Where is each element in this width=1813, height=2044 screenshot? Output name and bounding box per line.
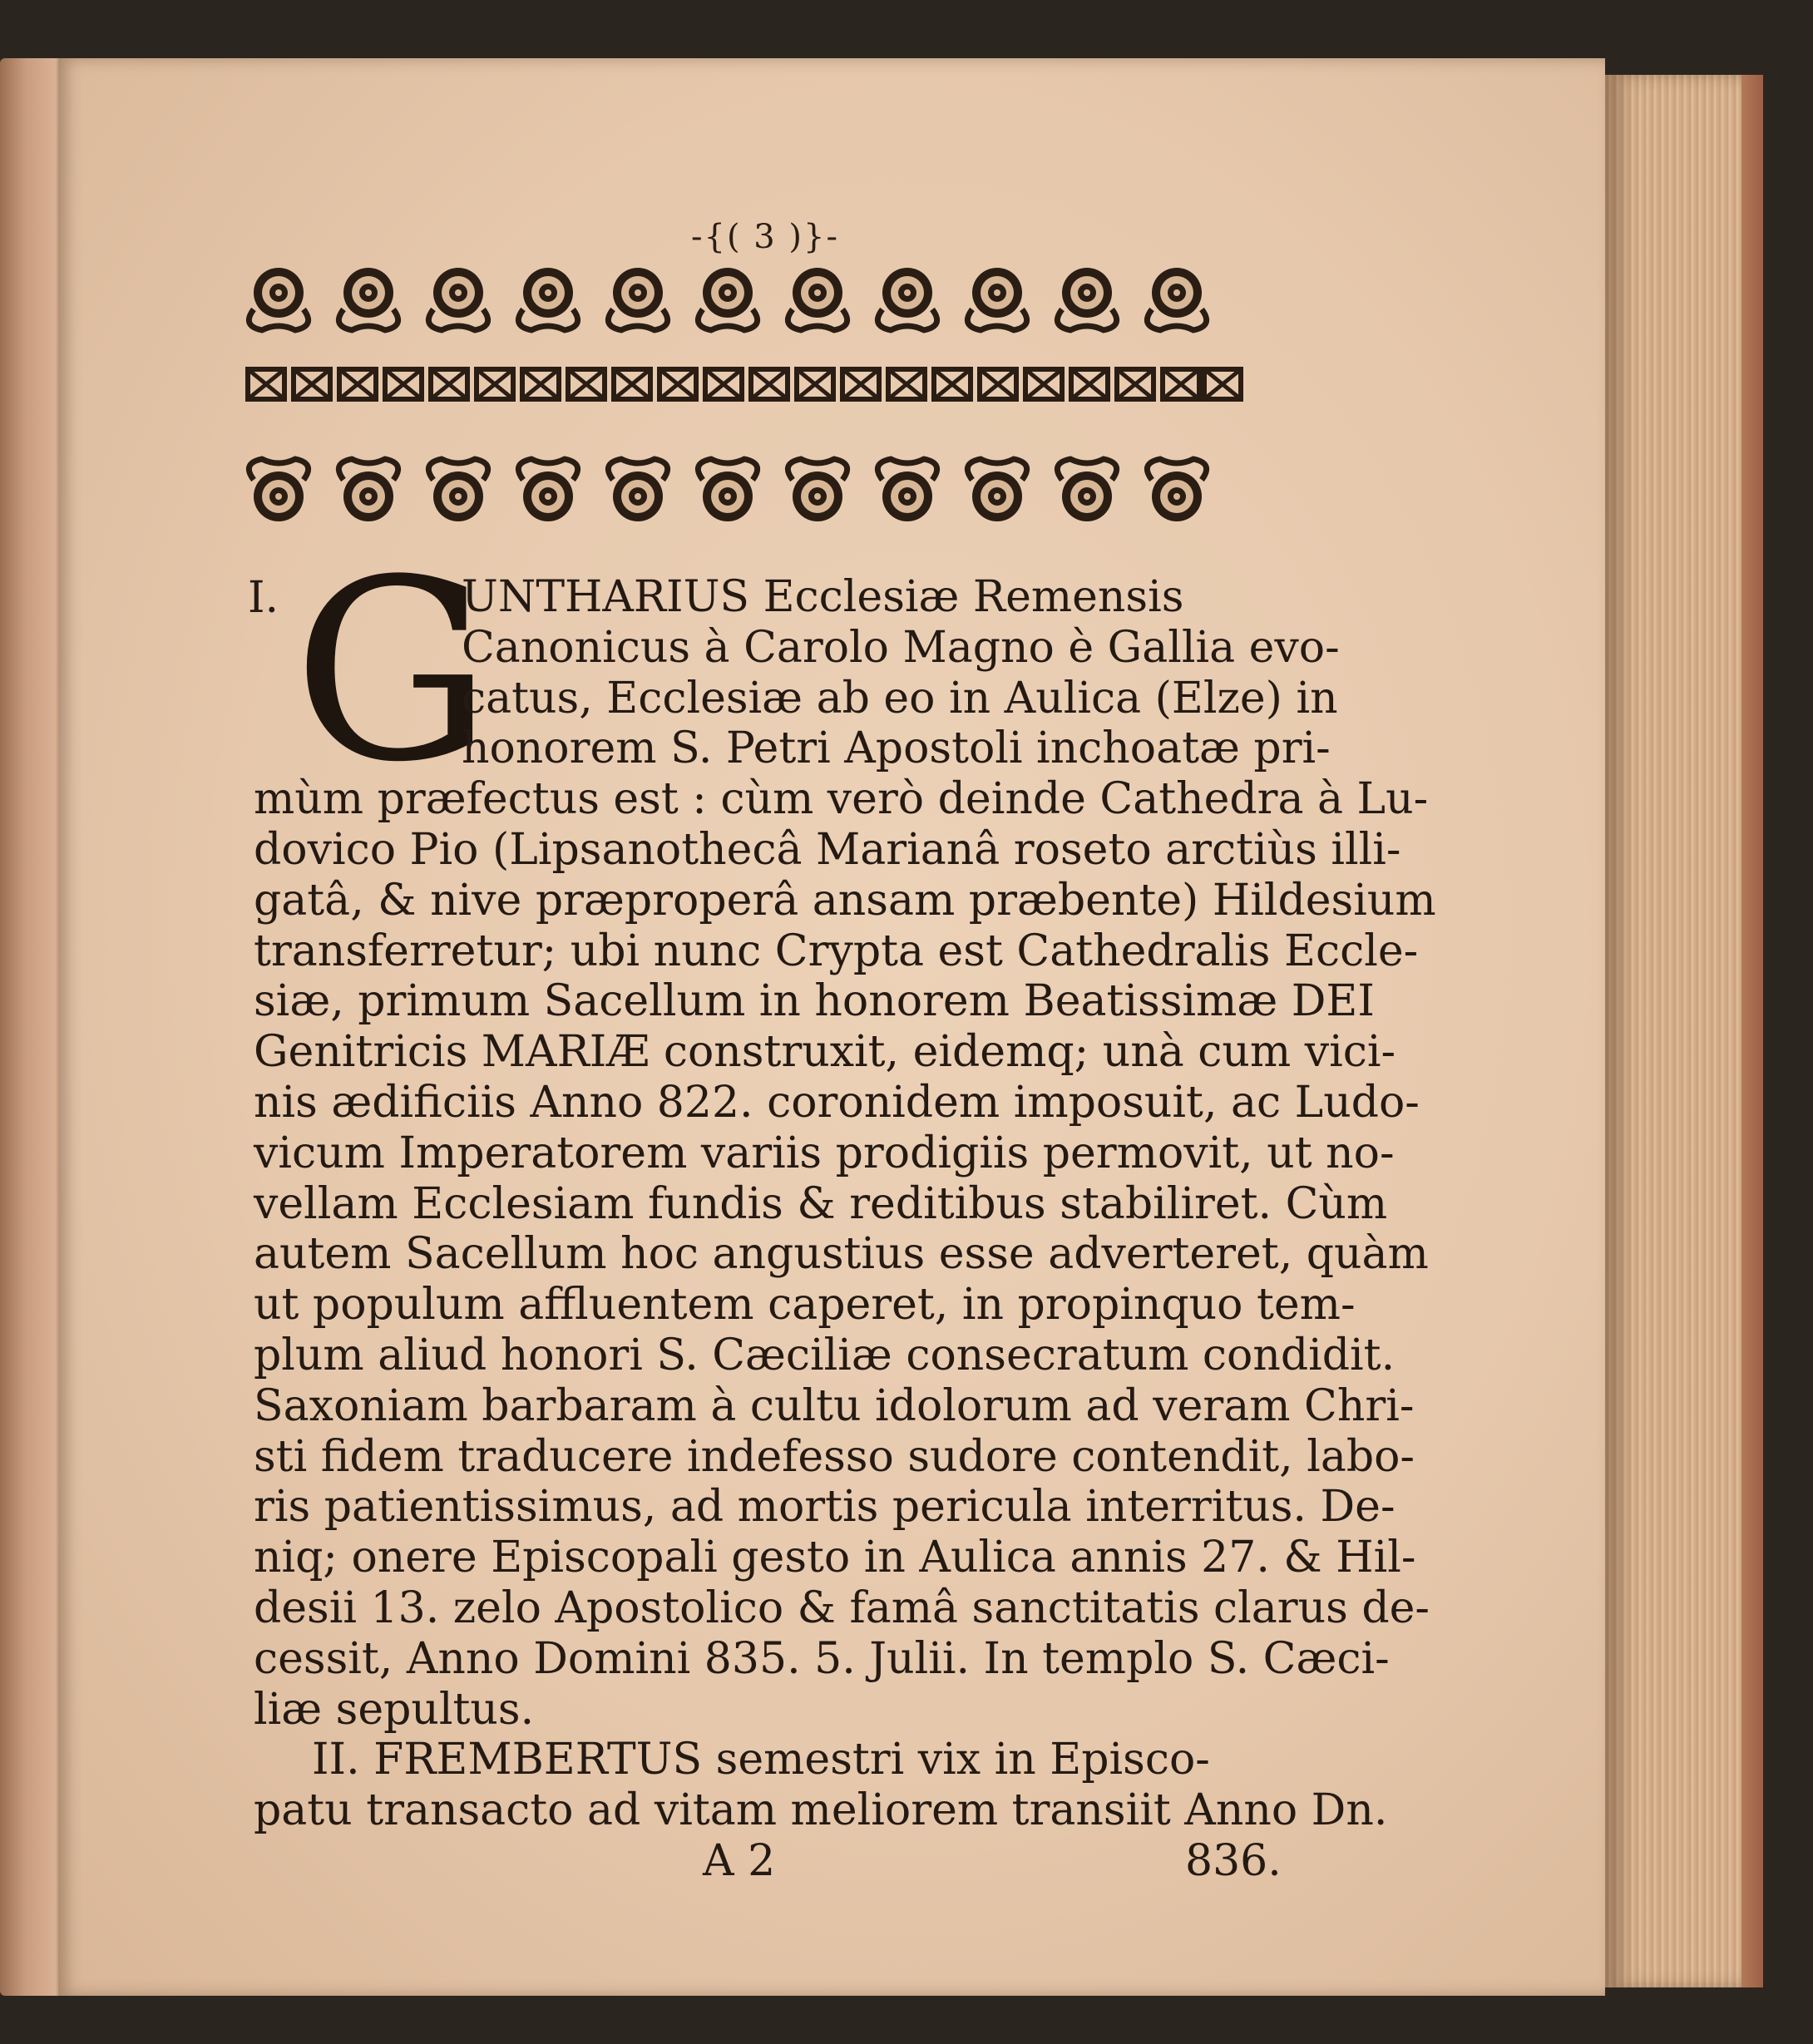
page-header: -{( 3 )}-: [690, 218, 840, 256]
text-line: vicum Imperatorem variis prodigiis permovit, ut no-: [254, 1128, 1395, 1178]
text-line: cessit, Anno Domini 835. 5. Julii. In templo S. Cæci-: [254, 1633, 1390, 1684]
section-number: I.: [248, 573, 279, 623]
text-line: Genitricis MARIÆ construxit, eidemq; unà cum vici-: [254, 1027, 1396, 1078]
body-text: [254, 572, 1436, 1886]
text-line: sti fidem traducere indefesso sudore contendit, labo-: [254, 1431, 1415, 1482]
text-line: siæ, primum Sacellum in honorem Beatissimæ DEI: [254, 976, 1375, 1027]
text-line: II. FREMBERTUS semestri vix in Episco-: [312, 1735, 1210, 1785]
page-fore-edge: [1605, 75, 1763, 1987]
text-line: ris patientissimus, ad mortis pericula interritus. De-: [254, 1482, 1396, 1533]
text-line: autem Sacellum hoc angustius esse adverteret, quàm: [254, 1229, 1429, 1280]
text-line: gatâ, & nive præproperâ ansam præbente) Hildesium: [254, 875, 1436, 926]
text-line: honorem S. Petri Apostoli inchoatæ pri-: [462, 723, 1331, 774]
text-line: vellam Ecclesiam fundis & reditibus stabiliret. Cùm: [254, 1178, 1388, 1229]
left-page-edge: [0, 58, 65, 1996]
floral-ornament-band: [245, 259, 1243, 534]
signature-line: [254, 1835, 1282, 1886]
text-line: ut populum affluentem caperet, in propinquo tem-: [254, 1280, 1356, 1331]
text-line: Saxoniam barbaram à cultu idolorum ad veram Chri-: [254, 1380, 1415, 1431]
text-line: transferretur; ubi nunc Crypta est Cathedralis Eccle-: [254, 926, 1419, 976]
text-line: desii 13. zelo Apostolico & famâ sanctitatis clarus de-: [254, 1582, 1430, 1633]
text-line: catus, Ecclesiæ ab eo in Aulica (Elze) in: [462, 673, 1338, 723]
text-line: mùm præfectus est : cùm verò deinde Cathedra à Lu-: [254, 774, 1429, 825]
text-line: nis ædificiis Anno 822. coronidem imposuit, ac Ludo-: [254, 1077, 1420, 1128]
text-line: UNTHARIUS Ecclesiæ Remensis: [462, 572, 1184, 622]
text-line: plum aliud honori S. Cæciliæ consecratum condidit.: [254, 1330, 1396, 1380]
text-line: dovico Pio (Lipsanothecâ Marianâ roseto arctiùs illi-: [254, 824, 1401, 875]
catchword: 836.: [1185, 1835, 1282, 1886]
drop-cap: G: [293, 526, 492, 817]
text-line: Canonicus à Carolo Magno è Gallia evo-: [462, 622, 1340, 673]
text-line: patu transacto ad vitam meliorem transiit Anno Dn.: [254, 1785, 1388, 1836]
text-line: liæ sepultus.: [254, 1684, 535, 1735]
text-line: niq; onere Episcopali gesto in Aulica annis 27. & Hil-: [254, 1533, 1416, 1583]
signature-mark: A 2: [703, 1835, 776, 1886]
